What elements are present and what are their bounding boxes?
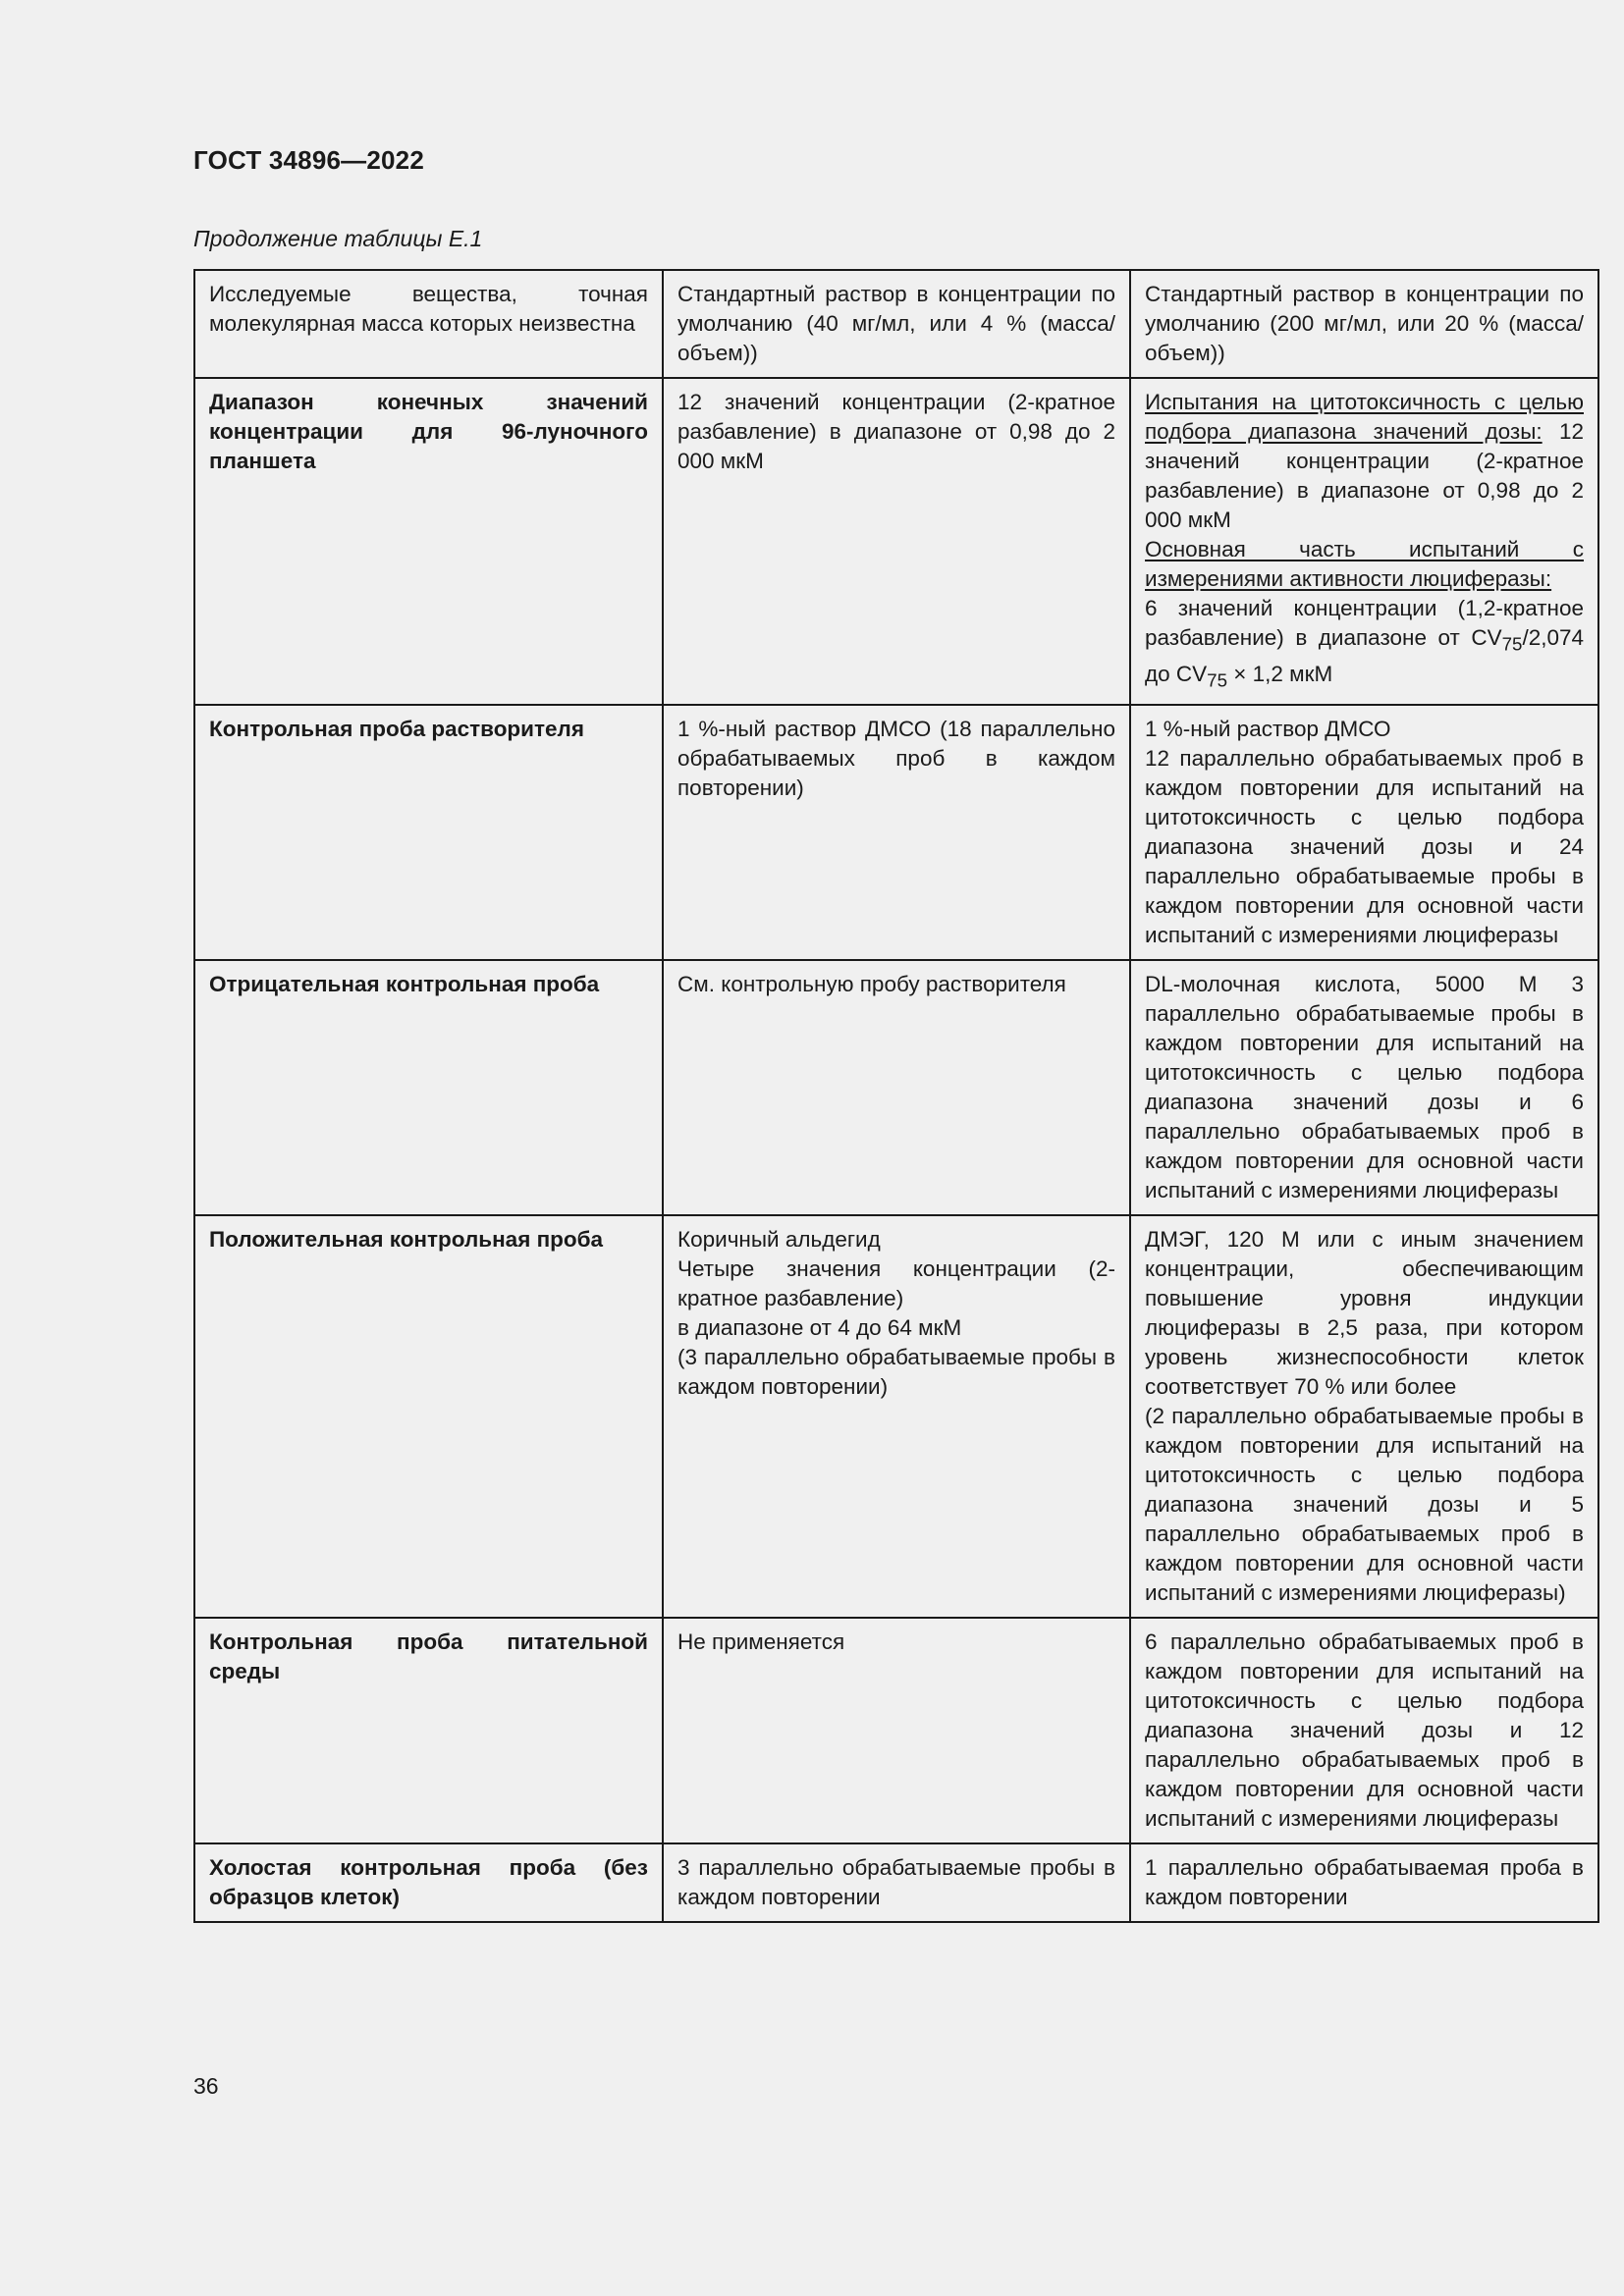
row-cell: 1 %-ный раствор ДМСО (18 параллельно обрабатываемых проб в каждом повторении) (663, 705, 1130, 960)
subscript: 75 (1501, 633, 1523, 655)
table-row (194, 378, 1598, 705)
row-cell (663, 1215, 1130, 1618)
row-label: Контрольная проба растворителя (194, 705, 663, 960)
row-label: Контрольная проба питательной среды (194, 1618, 663, 1843)
cell-text: Коричный альдегид (677, 1227, 881, 1252)
row-label: Положительная контрольная проба (194, 1215, 663, 1618)
row-cell (1130, 1215, 1598, 1618)
cell-text: 1 %-ный раствор ДМСО (1145, 717, 1391, 741)
row-cell (1130, 378, 1598, 705)
underlined-heading: Испытания на цитотоксичность с целью подбора диапазона значений дозы: (1145, 390, 1584, 444)
row-cell (1130, 705, 1598, 960)
row-cell: 1 параллельно обрабатываемая проба в каждом повторении (1130, 1843, 1598, 1922)
row-cell: 6 параллельно обрабатываемых проб в каждом повторении для испытаний на цитотоксичность с целью подбора диапазона значений дозы и 12 параллельно обрабатываемых проб в каждом повторении для основной части испытаний с измерениями люциферазы (1130, 1618, 1598, 1843)
subscript: 75 (1207, 669, 1228, 690)
row-cell: См. контрольную пробу растворителя (663, 960, 1130, 1215)
table-row (194, 960, 1598, 1215)
header-cell-standard-200: Стандартный раствор в концентрации по умолчанию (200 мг/мл, или 20 % (масса/объем)) (1130, 270, 1598, 378)
row-cell: DL-молочная кислота, 5000 М 3 параллельно обрабатываемые пробы в каждом повторении для испытаний на цитотоксичность с целью подбора диапазона значений дозы и 6 параллельно обрабатываемых проб в каждом повторении для основной части испытаний с измерениями люциферазы (1130, 960, 1598, 1215)
row-label: Отрицательная контрольная проба (194, 960, 663, 1215)
header-cell-standard-40: Стандартный раствор в концентрации по умолчанию (40 мг/мл, или 4 % (масса/объем)) (663, 270, 1130, 378)
header-cell-substances: Исследуемые вещества, точная молекулярная масса которых неизвестна (194, 270, 663, 378)
row-label: Диапазон конечных значений концентрации для 96-луночного планшета (194, 378, 663, 705)
underlined-heading: Основная часть испытаний с измерениями активности люциферазы: (1145, 537, 1584, 591)
page-number: 36 (193, 2073, 219, 2099)
table-row (194, 705, 1598, 960)
table-row (194, 1215, 1598, 1618)
row-cell: 12 значений концентрации (2-кратное разбавление) в диапазоне от 0,98 до 2 000 мкМ (663, 378, 1130, 705)
cell-text: (2 параллельно обрабатываемые пробы в каждом повторении для испытаний на цитотоксичность с целью подбора диапазона значений дозы и 5 параллельно обрабатываемых проб в каждом повторении для основной части испытаний с измерениями люциферазы) (1145, 1404, 1584, 1605)
row-cell: Не применяется (663, 1618, 1130, 1843)
row-cell: 3 параллельно обрабатываемые пробы в каждом повторении (663, 1843, 1130, 1922)
cell-text: в диапазоне от 4 до 64 мкМ (677, 1315, 962, 1340)
table-row (194, 1843, 1598, 1922)
table-caption: Продолжение таблицы Е.1 (193, 226, 483, 251)
cell-text: Четыре значения концентрации (2-кратное разбавление) (677, 1256, 1115, 1310)
cell-text: (3 параллельно обрабатываемые пробы в каждом повторении) (677, 1345, 1115, 1399)
cell-text: ДМЭГ, 120 М или с иным значением концентрации, обеспечивающим повышение уровня индукции люциферазы в 2,5 раза, при котором уровень жизнеспособности клеток соответствует 70 % или более (1145, 1227, 1584, 1399)
table-header-row (194, 270, 1598, 378)
table-row (194, 1618, 1598, 1843)
document-header: ГОСТ 34896—2022 (193, 145, 424, 175)
row-label: Холостая контрольная проба (без образцов клеток) (194, 1843, 663, 1922)
cell-text-formula: 6 значений концентрации (1,2-кратное разбавление) в диапазоне от $CV_{75}/2,074$ до $CV_{75} \times 1,2$ мкМ (1145, 596, 1584, 690)
cell-text: 12 параллельно обрабатываемых проб в каждом повторении для испытаний на цитотоксичность с целью подбора диапазона значений дозы и 24 параллельно обрабатываемые пробы в каждом повторении для основной части испытаний с измерениями люциферазы (1145, 746, 1584, 947)
data-table (193, 269, 1599, 1923)
cell-text: 12 значений концентрации (2-кратное разбавление) в диапазоне от 0,98 до 2 000 мкМ (1145, 419, 1585, 532)
